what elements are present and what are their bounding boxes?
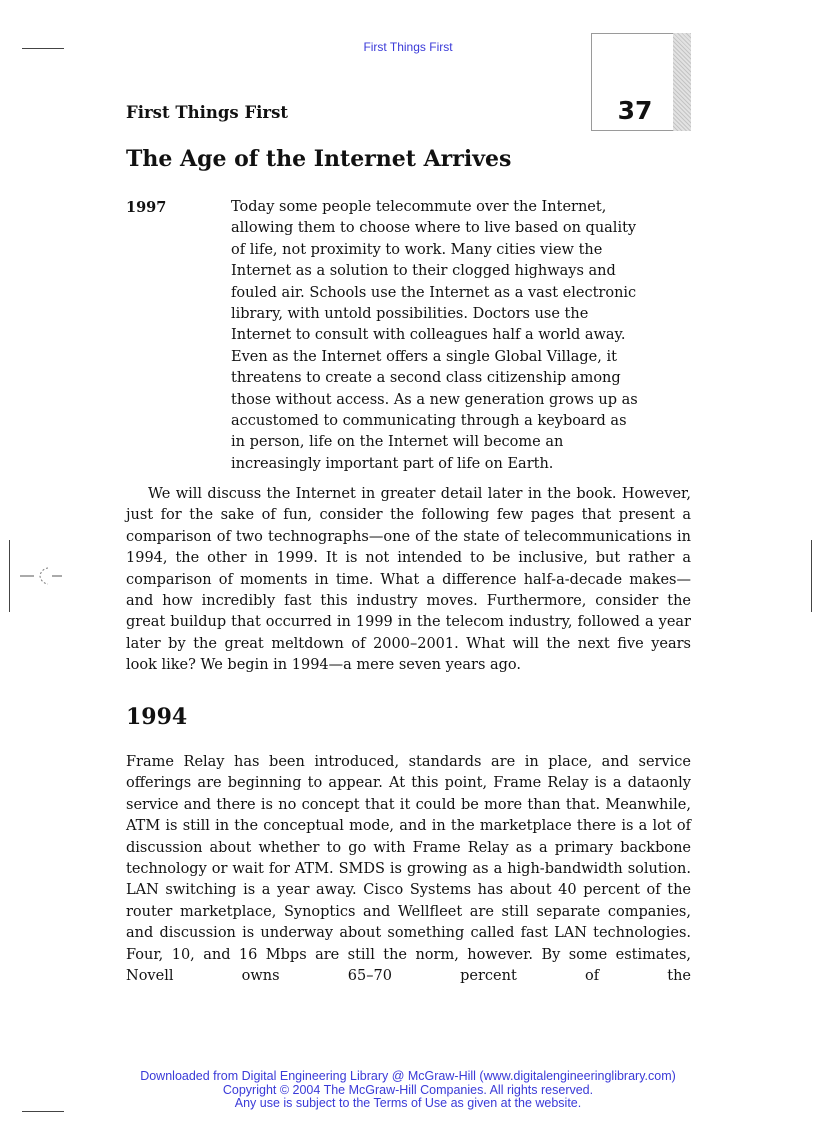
running-head: First Things First xyxy=(126,103,289,122)
page-number: 37 xyxy=(617,96,653,125)
body-paragraph: Frame Relay has been introduced, standards are in place, and service offerings are beginning to appear. At this point, Frame Relay is a dataonly service and there is no concept that it could be more than that. Meanwhile, ATM is still in the conceptual mode, and in the marketplace there is a lot of discussion about whether to go with Frame Relay as a primary backbone technology or wait for ATM. SMDS is growing as a high-bandwidth solution. LAN switching is a year away. Cisco Systems has about 40 percent of the router marketplace, Synoptics and Wellfleet are still separate companies, and discussion is underway about something called fast LAN technologies. Four, 10, and 16 Mbps are still the norm, however. By some estimates, Novell owns 65–70 percent of the xyxy=(126,754,691,985)
timeline-year: 1997 xyxy=(126,199,167,216)
timeline-entry-text: Today some people telecommute over the Internet, allowing them to choose where to live based on quality of life, not proximity to work. Many cities view the Internet as a solution to their clogged highways and fouled air. Schools use the Internet as a vast electronic library, with untold possibilities. Doctors use the Internet to consult with colleagues half a world away. Even as the Internet offers a single Global Village, it threatens to create a second class citizenship among those without access. As a new generation grows up as accustomed to communicating through a keyboard as in person, life on the Internet will become an increasingly important part of life on Earth. xyxy=(231,199,638,472)
crop-mark-left-mid xyxy=(9,540,10,612)
crop-mark-bottom-left xyxy=(22,1111,64,1112)
chapter-title: The Age of the Internet Arrives xyxy=(126,146,512,172)
registration-mark-icon xyxy=(18,564,64,588)
footer-copyright-link[interactable]: Downloaded from Digital Engineering Library @ McGraw-Hill (www.digitalengineeringlibrary.com) Copyright © 2004 The McGraw-Hill Companies. All rights reserved. Any use is subject to the Terms of Use as given at the website. xyxy=(140,1069,676,1110)
header-link[interactable]: First Things First xyxy=(363,40,453,54)
page-tab-shade xyxy=(673,33,691,131)
crop-mark-right-mid xyxy=(811,540,812,612)
body-paragraph: We will discuss the Internet in greater detail later in the book. However, just for the sake of fun, consider the following few pages that present a comparison of two technographs—one of the state of telecommunications in 1994, the other in 1999. It is not intended to be inclusive, but rather a comparison of moments in time. What a difference half-a-decade makes—and how incredibly fast this industry moves. Furthermore, consider the great buildup that occurred in 1999 in the telecom industry, followed a year later by the great meltdown of 2000–2001. What will the next five years look like? We begin in 1994—a mere seven years ago. xyxy=(126,486,691,674)
section-heading: 1994 xyxy=(126,704,188,730)
